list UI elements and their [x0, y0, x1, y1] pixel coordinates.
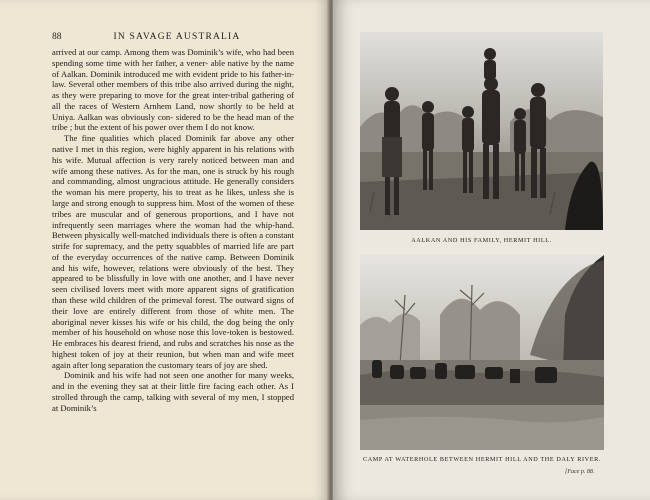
face-page-note: [Face p. 88. — [565, 469, 595, 475]
photo-camp-waterhole — [360, 255, 604, 450]
paragraph-2: The fine qualities which placed Dominik far above any other native I met in this region, were highly apparent in his relations with his wife. Mutual affection is very rarely noticed between man and wife among these natives. As for the man, one is struck by his rough and commanding, almost ungracious attitude. He generally considers the woman his mere property, his to treat as he likes, unless she is large and strong enough to suppress him. Most of the women of these tribes are muscular and of generous proportions, and I have not infrequently seen marriages where the woman had the whip-hand. Between physically well-matched individuals there is often a constant strife for supremacy, and the petty squabbles of married life are part of the everyday occurrences of the native camp. Between Dominik and his wife, however, relations were obviously of the best. They appeared to be blissfully in love with one another, and I have never seen civilised lovers meet with more apparent signs of gratification than these wild children of the primeval forest. The outward signs of their love are entirely different from those of white men. The aboriginal never kisses his wife or his child, the dog being the only member of his household on whose nose this love-token is bestowed. He embraces his dearest friend, and rubs and scratches his nose as the highest token of joy at their reunion, but when man and wife meet again after long separation the customary tears of joy are shed. — [52, 133, 294, 370]
running-header — [52, 32, 302, 44]
photo-aalkan-family — [360, 32, 603, 230]
paragraph-1: arrived at our camp. Among them was Dominik’s wife, who had been spending some time with her father, a vener- able native by the name of Aalkan. Dominik introduced me with evident pride to his father-in-law. Several other members of this tribe also arrived during the night, as they were preparing to move for the great inter-tribal gathering of all the races of Western Arnhem Land, now shortly to be held at Uniya. Aalkan was obviously con- sidered to be the head man of the tribe ; but the extent of his power over them I do not know. — [52, 47, 294, 133]
running-title: IN SAVAGE AUSTRALIA — [113, 32, 241, 42]
page-body-text — [52, 47, 294, 414]
page-number: 88 — [52, 32, 62, 42]
caption-camp-waterhole: CAMP AT WATERHOLE BETWEEN HERMIT HILL AND THE DALY RIVER. — [363, 456, 601, 463]
paragraph-3: Dominik and his wife had not seen one another for many weeks, and in the evening they sat at their little fire facing each other. As I strolled through the camp, talking with several of my men, I stopped at Dominik’s — [52, 370, 294, 413]
caption-aalkan-family: AALKAN AND HIS FAMILY, HERMIT HILL. — [411, 237, 552, 244]
